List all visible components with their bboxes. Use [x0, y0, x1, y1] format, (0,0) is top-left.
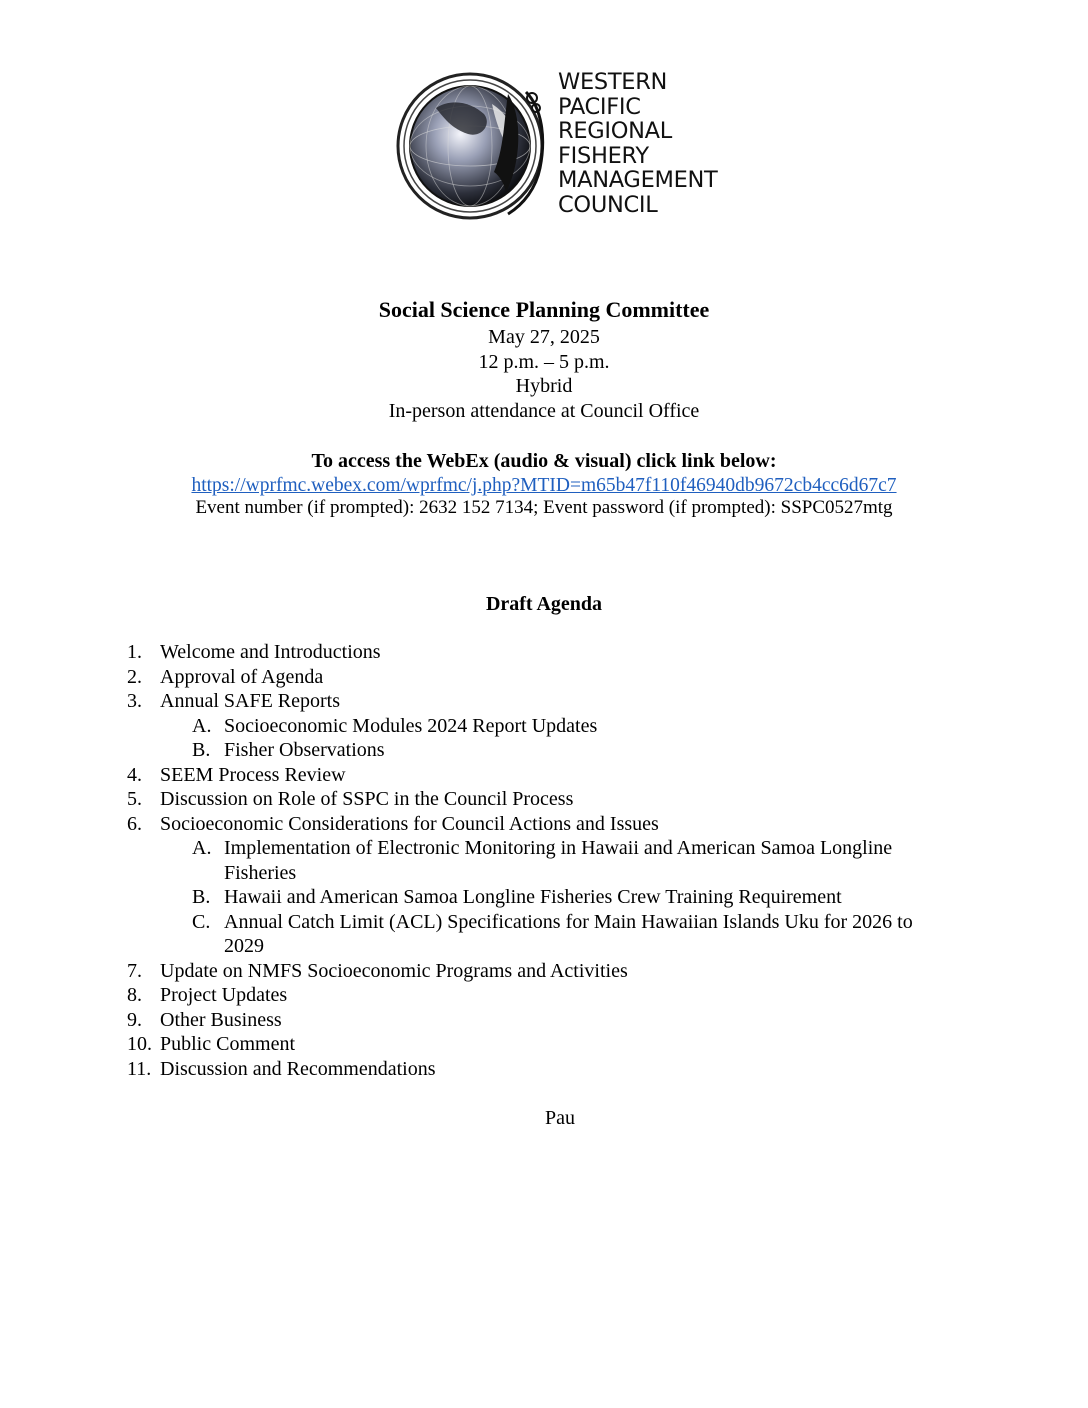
logo-line: COUNCIL — [558, 191, 658, 218]
item-text: Welcome and Introductions — [160, 641, 381, 663]
meeting-date: May 27, 2025 — [488, 326, 600, 348]
meeting-title: Social Science Planning Committee — [378, 297, 710, 322]
meeting-time: 12 p.m. – 5 p.m. — [478, 351, 610, 373]
item-text: Other Business — [160, 1009, 282, 1031]
subitem-letter: A. — [192, 715, 212, 737]
item-number: 7. — [127, 960, 142, 982]
logo-line: MANAGEMENT — [558, 167, 718, 194]
logo-line: REGIONAL — [558, 118, 672, 145]
item-number: 1. — [127, 641, 142, 663]
item-number: 5. — [127, 788, 142, 810]
subitem-text: Hawaii and American Samoa Longline Fisheries Crew Training Requirement — [224, 886, 842, 908]
globe-emblem-icon — [396, 68, 552, 224]
subitem-text: Fisher Observations — [224, 739, 385, 761]
subitem-text: Annual Catch Limit (ACL) Specifications for Main Hawaiian Islands Uku for 2026 to — [224, 911, 913, 933]
logo-line: PACIFIC — [558, 93, 641, 120]
item-number: 3. — [127, 690, 142, 712]
item-number: 6. — [127, 813, 142, 835]
subitem-text: 2029 — [224, 935, 264, 957]
meeting-location: In-person attendance at Council Office — [388, 400, 700, 422]
item-text: Approval of Agenda — [160, 666, 324, 688]
item-text: Discussion on Role of SSPC in the Council Process — [160, 788, 574, 810]
meeting-format: Hybrid — [515, 375, 573, 397]
item-text: Socioeconomic Considerations for Council Actions and Issues — [160, 813, 659, 835]
item-number: 2. — [127, 666, 142, 688]
subitem-letter: B. — [192, 739, 211, 761]
item-text: Update on NMFS Socioeconomic Programs and Activities — [160, 960, 628, 982]
item-number: 11. — [127, 1058, 152, 1080]
subitem-letter: B. — [192, 886, 211, 908]
council-name — [558, 70, 718, 218]
logo-line: WESTERN — [558, 69, 668, 95]
webex-link[interactable]: https://wprfmc.webex.com/wprfmc/j.php?MTID=m65b47f110f46940db9672cb4cc6d67c7 — [191, 475, 897, 496]
item-number: 9. — [127, 1009, 142, 1031]
agenda-heading: Draft Agenda — [485, 593, 603, 615]
item-number: 4. — [127, 764, 142, 786]
item-text: SEEM Process Review — [160, 764, 346, 786]
item-text: Public Comment — [160, 1033, 295, 1055]
item-text: Discussion and Recommendations — [160, 1058, 436, 1080]
council-logo — [396, 66, 756, 226]
item-text: Annual SAFE Reports — [160, 690, 340, 712]
logo-line: FISHERY — [558, 142, 649, 169]
event-info: Event number (if prompted): 2632 152 7134; Event password (if prompted): SSPC0527mtg — [195, 497, 893, 518]
item-number: 10. — [127, 1033, 152, 1055]
subitem-letter: C. — [192, 911, 211, 933]
subitem-text: Implementation of Electronic Monitoring in Hawaii and American Samoa Longline — [224, 837, 893, 859]
item-text: Project Updates — [160, 984, 288, 1006]
subitem-text: Socioeconomic Modules 2024 Report Updates — [224, 715, 598, 737]
item-number: 8. — [127, 984, 142, 1006]
subitem-letter: A. — [192, 837, 212, 859]
subitem-text: Fisheries — [224, 862, 297, 884]
closing-word: Pau — [545, 1107, 575, 1129]
webex-heading: To access the WebEx (audio & visual) click link below: — [311, 450, 777, 472]
